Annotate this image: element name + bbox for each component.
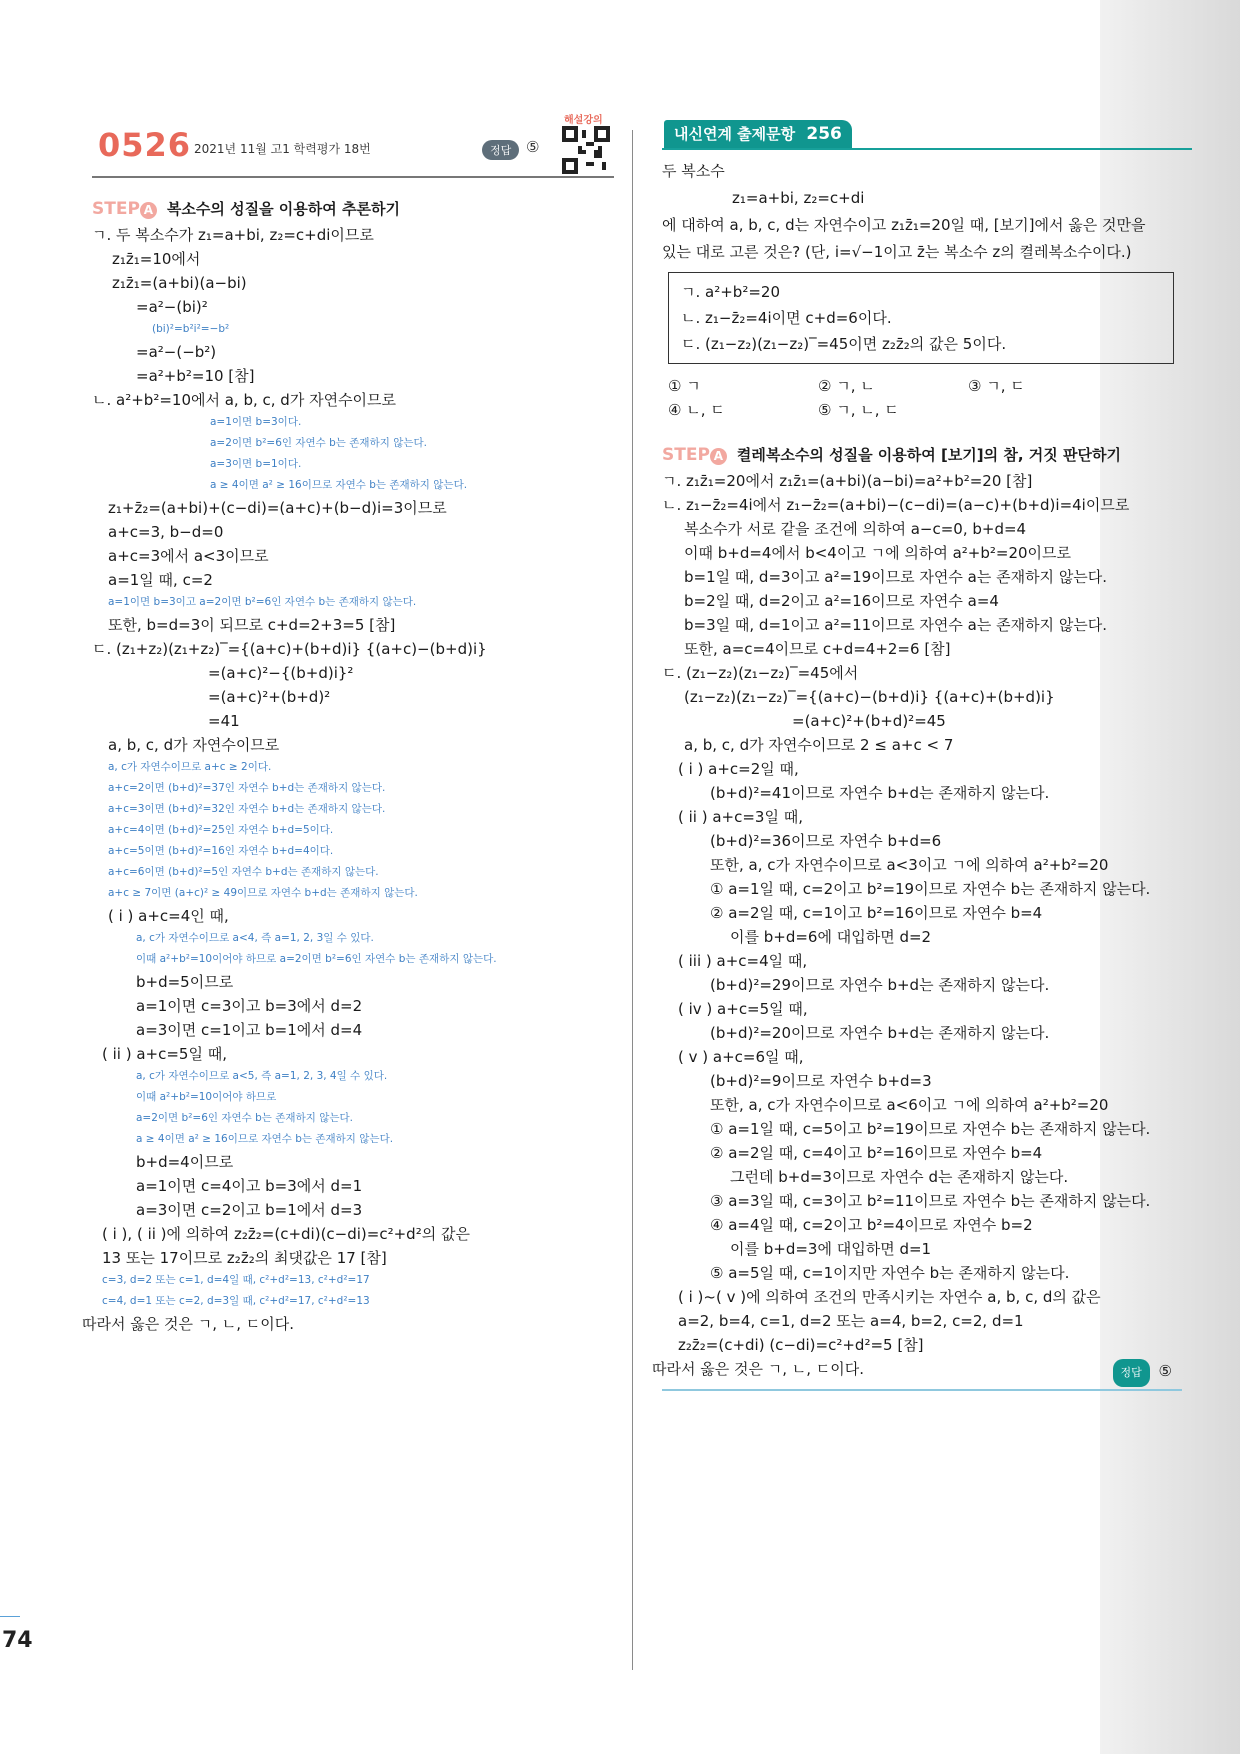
solution-line: ( i ) a+c=4인 때, — [108, 907, 229, 925]
solution-line: ( ii ) a+c=3일 때, — [678, 808, 803, 826]
solution-column — [82, 108, 622, 1336]
solution-line: z₁z̄₁=10에서 — [112, 250, 201, 268]
related-problem-number: 256 — [806, 124, 842, 144]
solution-line: =41 — [208, 712, 240, 730]
margin-note: a+c=3이면 (b+d)²=32인 자연수 b+d는 존재하지 않는다. — [108, 803, 386, 815]
solution-line: 또한, a=c=4이므로 c+d=4+2=6 [참] — [684, 640, 951, 658]
solution-line: 13 또는 17이므로 z₂z̄₂의 최댓값은 17 [참] — [102, 1249, 387, 1267]
related-problem-label: 내신연계 출제문항 — [674, 125, 796, 143]
problem-number: 0526 — [98, 126, 192, 164]
margin-note: c=3, d=2 또는 c=1, d=4일 때, c²+d²=13, c²+d²=17 — [102, 1274, 370, 1286]
related-question — [662, 158, 1182, 266]
solution-line: (b+d)²=41이므로 자연수 b+d는 존재하지 않는다. — [710, 784, 1050, 802]
step-heading-right — [662, 444, 1182, 465]
solution-line: ( iv ) a+c=5일 때, — [678, 1000, 808, 1018]
solution-line: ㄷ. (z₁+z₂)(z₁+z₂)‾={(a+c)+(b+d)i} {(a+c)−(b+d)i} — [92, 640, 487, 658]
solution-line: ( v ) a+c=6일 때, — [678, 1048, 804, 1066]
related-problem-column — [652, 108, 1182, 1391]
solution-line: 이를 b+d=3에 대입하면 d=1 — [730, 1240, 932, 1258]
solution-line: =a²−(−b²) — [136, 343, 217, 361]
solution-line: ② a=2일 때, c=4이고 b²=16이므로 자연수 b=4 — [710, 1144, 1043, 1162]
solution-line: (b+d)²=9이므로 자연수 b+d=3 — [710, 1072, 932, 1090]
margin-note: a+c=5이면 (b+d)²=16인 자연수 b+d=4이다. — [108, 845, 334, 857]
solution-line: a=1일 때, c=2 — [108, 571, 213, 589]
final-answer — [1113, 1359, 1173, 1387]
answer-choice[interactable]: ⑤ ㄱ, ㄴ, ㄷ — [818, 401, 899, 419]
solution-lines — [82, 223, 622, 1336]
answer-choice[interactable]: ① ㄱ — [668, 377, 701, 395]
solution-line: a+c=3에서 a<3이므로 — [108, 547, 269, 565]
solution-line: ㄷ. (z₁−z₂)(z₁−z₂)‾=45에서 — [662, 664, 859, 682]
question-line: 에 대하여 a, b, c, d는 자연수이고 z₁z̄₁=20일 때, [보기]에서 옳은 것만을 — [662, 216, 1146, 234]
answer-choice[interactable]: ④ ㄴ, ㄷ — [668, 401, 725, 419]
solution-line: ( i ) a+c=2일 때, — [678, 760, 799, 778]
margin-note: a=1이면 b=3이고 a=2이면 b²=6인 자연수 b는 존재하지 않는다. — [108, 596, 417, 608]
solution-line: b=1일 때, d=3이고 a²=19이므로 자연수 a는 존재하지 않는다. — [684, 568, 1108, 586]
column-divider — [632, 130, 633, 1670]
margin-note: a+c=6이면 (b+d)²=5인 자연수 b+d는 존재하지 않는다. — [108, 866, 379, 878]
qr-code-icon[interactable] — [562, 126, 610, 174]
solution-line: b+d=4이므로 — [136, 1153, 234, 1171]
step-word: STEP — [92, 199, 140, 219]
solution-line: 또한, a, c가 자연수이므로 a<6이고 ㄱ에 의하여 a²+b²=20 — [710, 1096, 1109, 1114]
question-line: 두 복소수 — [662, 162, 725, 180]
example-box — [668, 272, 1174, 364]
solution-line: a=1이면 c=4이고 b=3에서 d=1 — [136, 1177, 363, 1195]
solution-line: ㄱ. 두 복소수가 z₁=a+bi, z₂=c+di이므로 — [92, 226, 374, 244]
solution-line: b=3일 때, d=1이고 a²=11이므로 자연수 a는 존재하지 않는다. — [684, 616, 1108, 634]
margin-note: a=1이면 b=3이다. — [210, 416, 302, 428]
margin-note: 이때 a²+b²=10이어야 하므로 — [136, 1091, 277, 1103]
solution-line: a=1이면 c=3이고 b=3에서 d=2 — [136, 997, 363, 1015]
conclusion-row — [652, 1357, 1182, 1381]
solution-line: a, b, c, d가 자연수이므로 — [108, 736, 280, 754]
answer-choice[interactable]: ② ㄱ, ㄴ — [818, 377, 875, 395]
step-word: STEP — [662, 445, 710, 465]
solution-line: ④ a=4일 때, c=2이고 b²=4이므로 자연수 b=2 — [710, 1216, 1033, 1234]
answer-value: ⑤ — [526, 138, 540, 156]
solution-line: ( i ), ( ii )에 의하여 z₂z̄₂=(c+di)(c−di)=c²+d²의 값은 — [102, 1225, 470, 1243]
solution-line: z₁+z̄₂=(a+bi)+(c−di)=(a+c)+(b−d)i=3이므로 — [108, 499, 447, 517]
example-item: ㄴ. z₁−z̄₂=4i이면 c+d=6이다. — [681, 309, 892, 327]
solution-line: 또한, b=d=3이 되므로 c+d=2+3=5 [참] — [108, 616, 396, 634]
answer-badge: 정답 — [482, 140, 519, 160]
solution-line: =(a+c)²−{(b+d)i}² — [208, 664, 354, 682]
page-number: 74 — [2, 1628, 33, 1653]
question-line: z₁=a+bi, z₂=c+di — [732, 189, 865, 207]
solution-line: ( ii ) a+c=5일 때, — [102, 1045, 227, 1063]
example-item: ㄷ. (z₁−z₂)(z₁−z₂)‾=45이면 z₂z̄₂의 값은 5이다. — [681, 335, 1007, 353]
solution-line: z₁z̄₁=(a+bi)(a−bi) — [112, 274, 247, 292]
section-end-rule — [662, 1389, 1182, 1391]
solution-line: =a²−(bi)² — [136, 298, 208, 316]
solution-line: ② a=2일 때, c=1이고 b²=16이므로 자연수 b=4 — [710, 904, 1043, 922]
solution-line: ③ a=3일 때, c=3이고 b²=11이므로 자연수 b는 존재하지 않는다. — [710, 1192, 1151, 1210]
solution-line: ( i )~( v )에 의하여 조건의 만족시키는 자연수 a, b, c, d의 값은 — [678, 1288, 1101, 1306]
solution-line: =(a+c)²+(b+d)² — [208, 688, 331, 706]
solution-line: a=3이면 c=1이고 b=1에서 d=4 — [136, 1021, 363, 1039]
solution-line: =a²+b²=10 [참] — [136, 367, 255, 385]
solution-line: b=2일 때, d=2이고 a²=16이므로 자연수 a=4 — [684, 592, 999, 610]
problem-source: 2021년 11월 고1 학력평가 18번 — [194, 142, 371, 156]
margin-note: a+c=2이면 (b+d)²=37인 자연수 b+d는 존재하지 않는다. — [108, 782, 386, 794]
step-heading — [92, 198, 622, 219]
margin-note: a, c가 자연수이므로 a<5, 즉 a=1, 2, 3, 4일 수 있다. — [136, 1070, 388, 1082]
margin-note: a=2이면 b²=6인 자연수 b는 존재하지 않는다. — [210, 437, 427, 449]
step-title: 복소수의 성질을 이용하여 추론하기 — [166, 200, 400, 218]
step-title: 켤레복소수의 성질을 이용하여 [보기]의 참, 거짓 판단하기 — [736, 446, 1121, 464]
margin-note: a, c가 자연수이므로 a+c ≥ 2이다. — [108, 761, 272, 773]
conclusion-text: 따라서 옳은 것은 ㄱ, ㄴ, ㄷ이다. — [652, 1360, 865, 1378]
margin-note: c=4, d=1 또는 c=2, d=3일 때, c²+d²=17, c²+d²=13 — [102, 1295, 370, 1307]
page-margin-rule — [0, 1616, 20, 1617]
margin-note: a, c가 자연수이므로 a<4, 즉 a=1, 2, 3일 수 있다. — [136, 932, 374, 944]
solution-line: 따라서 옳은 것은 ㄱ, ㄴ, ㄷ이다. — [82, 1315, 295, 1333]
related-solution-lines — [662, 469, 1182, 1357]
margin-note: a ≥ 4이면 a² ≥ 16이므로 자연수 b는 존재하지 않는다. — [136, 1133, 394, 1145]
solution-line: a=3이면 c=2이고 b=1에서 d=3 — [136, 1201, 363, 1219]
example-item: ㄱ. a²+b²=20 — [681, 283, 780, 301]
solution-line: ㄴ. a²+b²=10에서 a, b, c, d가 자연수이므로 — [92, 391, 397, 409]
solution-line: ㄱ. z₁z̄₁=20에서 z₁z̄₁=(a+bi)(a−bi)=a²+b²=20 [참] — [662, 472, 1033, 490]
solution-line: (z₁−z₂)(z₁−z₂)‾={(a+c)−(b+d)i} {(a+c)+(b+d)i} — [684, 688, 1055, 706]
margin-note: a ≥ 4이면 a² ≥ 16이므로 자연수 b는 존재하지 않는다. — [210, 479, 468, 491]
solution-line: ( iii ) a+c=4일 때, — [678, 952, 808, 970]
solution-line: z₂z̄₂=(c+di) (c−di)=c²+d²=5 [참] — [678, 1336, 924, 1354]
solution-line: ① a=1일 때, c=5이고 b²=19이므로 자연수 b는 존재하지 않는다. — [710, 1120, 1151, 1138]
solution-line: b+d=5이므로 — [136, 973, 234, 991]
solution-line: a+c=3, b−d=0 — [108, 523, 224, 541]
answer-value: ⑤ — [1158, 1362, 1172, 1380]
solution-line: =(a+c)²+(b+d)²=45 — [792, 712, 946, 730]
solution-line: ㄴ. z₁−z̄₂=4i에서 z₁−z̄₂=(a+bi)−(c−di)=(a−c)+(b+d)i=4i이므로 — [662, 496, 1130, 514]
qr-label: 해설강의 — [564, 115, 603, 126]
margin-note: 이때 a²+b²=10이어야 하므로 a=2이면 b²=6인 자연수 b는 존재하지 않는다. — [136, 953, 497, 965]
step-letter: A — [710, 448, 727, 465]
solution-line: ① a=1일 때, c=2이고 b²=19이므로 자연수 b는 존재하지 않는다. — [710, 880, 1151, 898]
solution-line: (b+d)²=36이므로 자연수 b+d=6 — [710, 832, 942, 850]
solution-line: (b+d)²=29이므로 자연수 b+d는 존재하지 않는다. — [710, 976, 1050, 994]
solution-line: 또한, a, c가 자연수이므로 a<3이고 ㄱ에 의하여 a²+b²=20 — [710, 856, 1109, 874]
solution-line: a=2, b=4, c=1, d=2 또는 a=4, b=2, c=2, d=1 — [678, 1312, 1024, 1330]
question-line: 있는 대로 고른 것은? (단, i=√−1이고 z̄는 복소수 z의 켤레복소수이다.) — [662, 243, 1132, 261]
solution-line: 이때 b+d=4에서 b<4이고 ㄱ에 의하여 a²+b²=20이므로 — [684, 544, 1072, 562]
answer-badge: 정답 — [1113, 1359, 1150, 1387]
solution-line: a, b, c, d가 자연수이므로 2 ≤ a+c < 7 — [684, 736, 954, 754]
solution-line: 이를 b+d=6에 대입하면 d=2 — [730, 928, 932, 946]
solution-line: (b+d)²=20이므로 자연수 b+d는 존재하지 않는다. — [710, 1024, 1050, 1042]
margin-note: a+c ≥ 7이면 (a+c)² ≥ 49이므로 자연수 b+d는 존재하지 않는다. — [108, 887, 418, 899]
problem-header — [92, 108, 614, 178]
related-problem-tab — [664, 120, 852, 148]
margin-note: a+c=4이면 (b+d)²=25인 자연수 b+d=5이다. — [108, 824, 334, 836]
answer-choices — [668, 374, 1182, 422]
margin-note: a=2이면 b²=6인 자연수 b는 존재하지 않는다. — [136, 1112, 353, 1124]
solution-line: ⑤ a=5일 때, c=1이지만 자연수 b는 존재하지 않는다. — [710, 1264, 1070, 1282]
step-letter: A — [140, 202, 157, 219]
related-problem-header — [662, 108, 1192, 150]
answer-choice[interactable]: ③ ㄱ, ㄷ — [968, 377, 1025, 395]
solution-line: 복소수가 서로 같을 조건에 의하여 a−c=0, b+d=4 — [684, 520, 1027, 538]
margin-note: (bi)²=b²i²=−b² — [152, 323, 230, 335]
margin-note: a=3이면 b=1이다. — [210, 458, 302, 470]
solution-line: 그런데 b+d=3이므로 자연수 d는 존재하지 않는다. — [730, 1168, 1069, 1186]
